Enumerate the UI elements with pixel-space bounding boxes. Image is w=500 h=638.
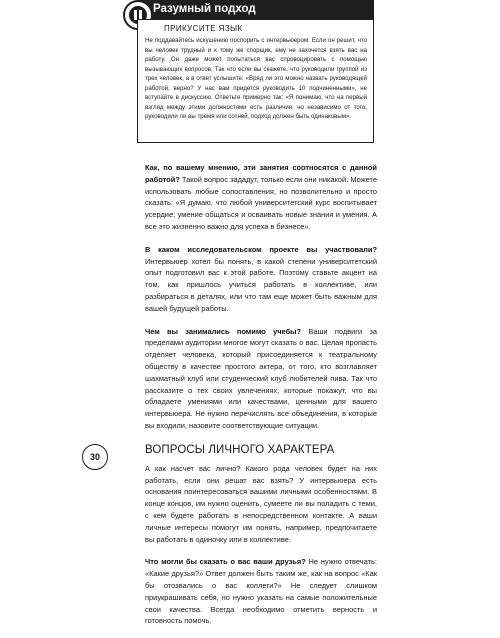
page-number: 30 — [82, 444, 108, 470]
question-4: Что могли бы сказать о вас ваши друзья? — [145, 557, 306, 567]
question-1: Как, по вашему мнению, эти занятия соотносятся с данной работой? — [145, 163, 377, 184]
paragraph-3 — [145, 326, 377, 432]
tip-text: Не поддавайтесь искушению поспорить с интервьюером. Если он решит, что вы человек трудный и к тому же спорщик, ему не захочется взять вас на работу. Он даже может попытаться вас спровоцировать с помощью вызывающих вопросов. Так что если вы скажете, что руководили группой из трех человек, а в ответ услышите: «Вряд ли это можно назвать руководящей работой, верно? У нас вам придется руководить 10 подчиненными», не вступайте в дискуссию. Ответьте примерно так: «Я понимаю, что на первый взгляд между этими должностями есть различия, но независимо от того, руководили ли вы тремя или сотней, подход должен быть одинаковым». — [145, 37, 367, 120]
main-text — [145, 162, 377, 638]
answer-1: Такой вопрос зададут, только если они никакой. Можете использовать любые сопоставления, но позволительно и просто сказать: «Я думаю, что любой университетский курс воспитывает усердие, умение общаться и осваивать новые знания и умения. А все это жизненно важно для успеха в бизнесе». — [145, 174, 377, 231]
question-3: Чем вы занимались помимо учебы? — [145, 326, 302, 336]
tip-heading: ПРИКУСИТЕ ЯЗЫК — [164, 24, 243, 33]
paragraph-2 — [145, 244, 377, 315]
section-intro: А как насчет вас лично? Какого рода человек будет на них работать, если они решат вас взять? У интервьюера есть основания поинтересоваться вашими личными особенностями. В конце концов, им нужно оценить, сумеете ли вы поладить с теми, с кем будете работать в непосредственном контакте. А ваши личные интересы помогут им понять, например, предпочитаете вы работать в одиночку или в коллективе. — [145, 463, 377, 544]
sidebar-header-title: Разумный подход — [153, 3, 256, 15]
section-title: ВОПРОСЫ ЛИЧНОГО ХАРАКТЕРА — [145, 443, 335, 456]
paragraph-1 — [145, 162, 377, 233]
answer-2: Интервьюер хотел бы понять, в какой степени университетский опыт подготовил вас к этой работе. Поэтому ставьте акцент на том, как пришлось учиться работать в коллективе, или разбираться в деталях, или что там еще может быть важным для вашей будущей работы. — [145, 256, 377, 313]
answer-3: Ваши подвиги за пределами аудитории многое могут сказать о вас. Целая пропасть отделяет человека, который присоединяется к театральному обществу в качестве простого актера, от того, кто возглавляет шахматный клуб или студенческий клуб любителей пива. Так что рассказите о тех своих увлечениях, которые покажут, что вы обладаете умениями или качествами, ценными для вашего интервьюера. Не нужно перечислять все объединения, в которые вы входили, назовите соответствующие ситуации. — [145, 326, 378, 430]
question-2: В каком исследовательском проекте вы участвовали? — [145, 244, 377, 254]
paragraph-4 — [145, 556, 377, 627]
answer-4: Не нужно отвечать: «Какие друзья?» Ответ должен быть таким же, как на вопрос «Как бы отозвались о вас коллеги?» Не следует слишком приукрашивать себя, но нужно указать на самые положительные свои качества. Всегда необходимо отметить верность и готовность помочь. — [145, 557, 377, 626]
